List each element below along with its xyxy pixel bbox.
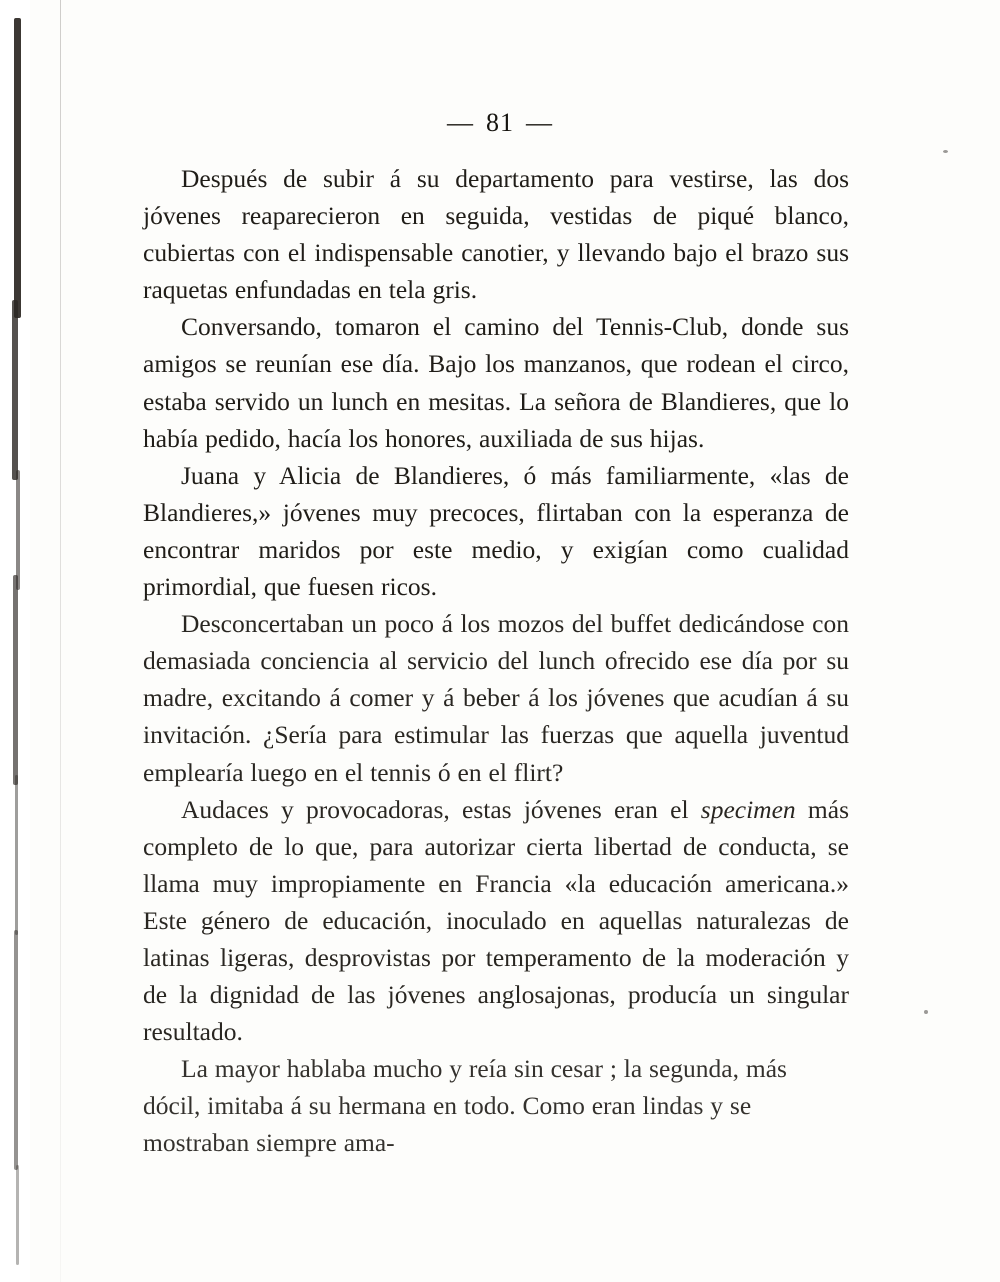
binding-streak xyxy=(15,775,18,935)
binding-streak xyxy=(14,18,21,318)
scan-speck xyxy=(924,1010,928,1014)
paragraph-text-before-italic: Audaces y provocadoras, estas jóvenes eran el xyxy=(181,794,701,824)
binding-streak xyxy=(14,930,18,1170)
page-edge-line xyxy=(60,0,61,1282)
paragraph-text-after-italic: más completo de lo que, para autorizar cierta libertad de conducta, se llama muy impropiamente en Francia «la educación americana.» Este género de educación, inoculado en aquellas naturalezas de latinas ligeras, desprovistas por temperamento de la moderación y de la dignidad de las jóvenes anglosajonas, producía un singular resultado. xyxy=(143,794,849,1047)
paragraph: Desconcertaban un poco á los mozos del buffet dedicándose con demasiada conciencia al servicio del lunch ofrecido ese día por su madre, excitando á comer y á beber á los jóvenes que acudían á su invitación. ¿Sería para estimular las fuerzas que aquella juventud emplearía luego en el tennis ó en el flirt? xyxy=(143,609,849,787)
binding-streak xyxy=(16,470,20,590)
folio-left-dash: — xyxy=(447,108,474,137)
binding-streak xyxy=(13,575,18,785)
paragraph: La mayor hablaba mucho y reía sin cesar ; la segunda, más dócil, imitaba á su hermana en todo. Como eran lindas y se mostraban siempre ama- xyxy=(143,1054,787,1158)
page-number: 81 xyxy=(486,108,514,137)
binding-edge-artifact xyxy=(0,0,30,1282)
italic-term: specimen xyxy=(700,794,796,824)
binding-streak xyxy=(16,1165,19,1265)
page-number-header xyxy=(0,108,1000,138)
scan-speck xyxy=(943,150,948,153)
paragraph-with-italic xyxy=(143,791,849,1051)
binding-streak xyxy=(12,300,18,480)
page-body xyxy=(143,160,849,1162)
paragraph: Conversando, tomaron el camino del Tennis-Club, donde sus amigos se reunían ese día. Bajo los manzanos, que rodean el circo, estaba servido un lunch en mesitas. La señora de Blandieres, que lo había pedido, hacía los honores, auxiliada de sus hijas. xyxy=(143,312,849,453)
paragraph: Después de subir á su departamento para vestirse, las dos jóvenes reaparecieron en seguida, vestidas de piqué blanco, cubiertas con el indispensable canotier, y llevando bajo el brazo sus raquetas enfundadas en tela gris. xyxy=(143,164,849,305)
folio-right-dash: — xyxy=(526,108,553,137)
paragraph: Juana y Alicia de Blandieres, ó más familiarmente, «las de Blandieres,» jóvenes muy precoces, flirtaban con la esperanza de encontrar maridos por este medio, y exigían como cualidad primordial, que fuesen ricos. xyxy=(143,460,849,602)
